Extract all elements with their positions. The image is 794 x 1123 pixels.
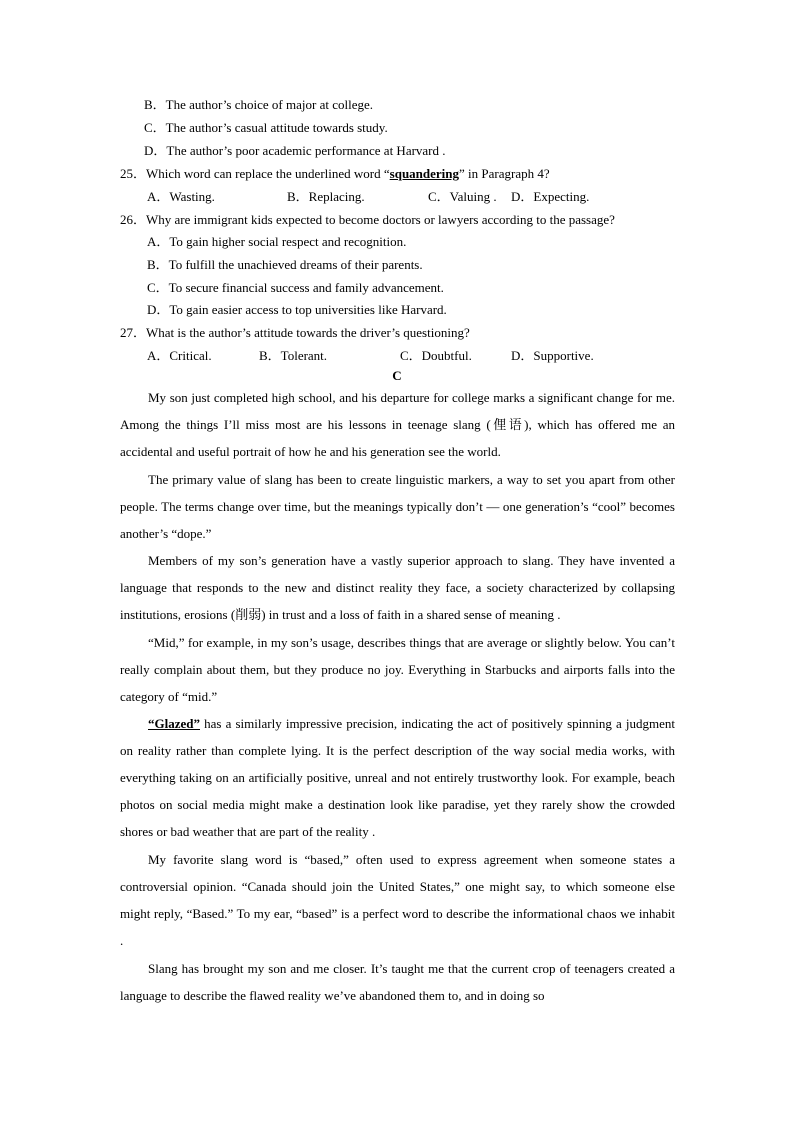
q25-options: [0, 189, 794, 205]
passage-paragraph-4: “Mid,” for example, in my son’s usage, describes things that are average or slightly below. You can’t really complain about them, but they produce no joy. Everything in Starbucks and airports falls into the category of “mid.”: [120, 635, 675, 704]
q26-option-b: B．To fulfill the unachieved dreams of their parents.: [147, 257, 423, 272]
passage-paragraph-3: Members of my son’s generation have a vastly superior approach to slang. They have invented a language that responds to the new and distinct reality they face, a society characterized by collapsing institutions, erosions (削弱) in trust and a loss of faith in a shared sense of meaning .: [120, 553, 675, 622]
q25-stem-before: 25．Which word can replace the underlined word “: [120, 166, 390, 181]
q24-option-d: D．The author’s poor academic performance at Harvard .: [144, 143, 446, 158]
q25-option-b: B．Replacing.: [287, 189, 365, 204]
q25-keyword: squandering: [389, 166, 460, 181]
q26-option-d: D．To gain easier access to top universities like Harvard.: [147, 302, 447, 317]
q25-option-a: A．Wasting.: [147, 189, 215, 204]
q26-option-a: A．To gain higher social respect and recognition.: [147, 234, 407, 249]
question-26-stem: 26．Why are immigrant kids expected to become doctors or lawyers according to the passage?: [120, 212, 615, 227]
passage-paragraph-1: My son just completed high school, and his departure for college marks a significant change for me. Among the things I’ll miss most are his lessons in teenage slang (俚语), which has offered me an accidental and useful portrait of how he and his generation see the world.: [120, 390, 675, 459]
q27-option-a: A．Critical.: [147, 348, 212, 363]
q26-option-c: C．To secure financial success and family advancement.: [147, 280, 444, 295]
glazed-keyword: “Glazed”: [148, 716, 200, 731]
passage-paragraph-5: [120, 710, 675, 845]
q25-option-c: C．Valuing .: [428, 189, 497, 204]
q25-option-d: D．Expecting.: [511, 189, 590, 204]
passage-paragraph-6: My favorite slang word is “based,” often used to express agreement when someone states a controversial opinion. “Canada should join the United States,” one might say, to which someone else might reply, “Based.” To my ear, “based” is a perfect word to describe the informational chaos we inhabit .: [120, 852, 675, 948]
q24-option-c: C．The author’s casual attitude towards study.: [144, 120, 388, 135]
question-25-stem: [120, 166, 550, 182]
passage-paragraph-7: Slang has brought my son and me closer. It’s taught me that the current crop of teenagers created a language to describe the flawed reality we’ve abandoned them to, and in doing so: [120, 961, 675, 1003]
q27-option-d: D．Supportive.: [511, 348, 594, 363]
passage-paragraph-2: The primary value of slang has been to create linguistic markers, a way to set you apart from other people. The terms change over time, but the meanings typically don’t — one generation’s “cool” becomes another’s “dope.”: [120, 472, 675, 541]
q27-option-c: C．Doubtful.: [400, 348, 472, 363]
q27-options: [0, 348, 794, 364]
q24-option-b: B．The author’s choice of major at college.: [144, 97, 373, 112]
question-27-stem: 27．What is the author’s attitude towards the driver’s questioning?: [120, 325, 470, 340]
section-c-heading: C: [392, 368, 402, 383]
paragraph-5-text: has a similarly impressive precision, indicating the act of positively spinning a judgment on reality rather than complete lying. It is the perfect description of the way social media works, with everything taking on an artificially positive, unreal and not entirely trustworthy look. For example, beach photos on social media might make a destination look like paradise, yet they rarely show the crowded shores or bad weather that are part of the reality .: [120, 716, 675, 839]
q27-option-b: B．Tolerant.: [259, 348, 328, 363]
q25-stem-after: ” in Paragraph 4?: [459, 166, 550, 181]
